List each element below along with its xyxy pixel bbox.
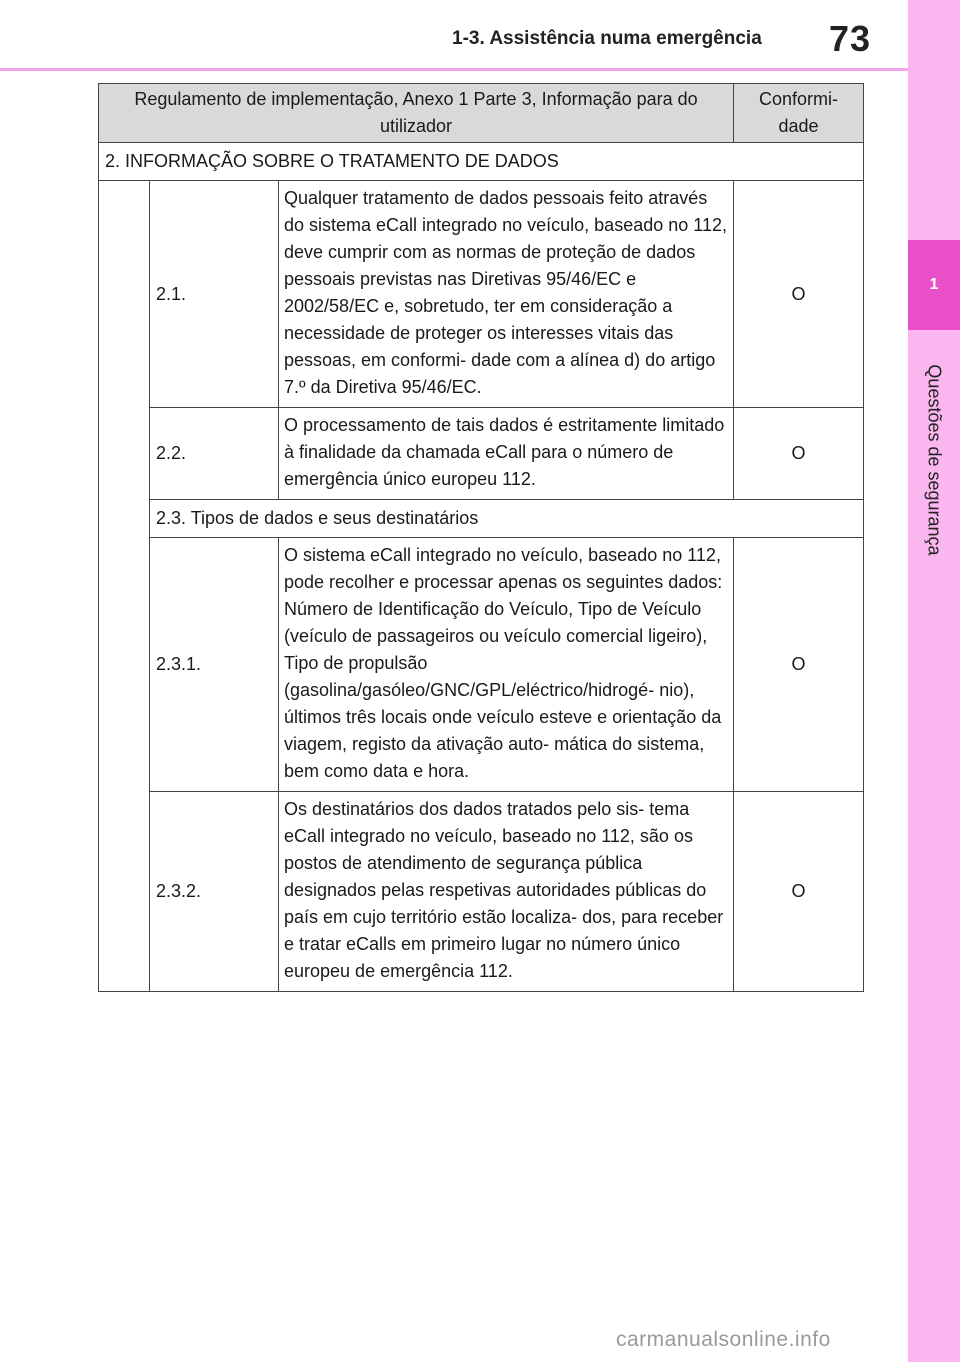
- item-text: O processamento de tais dados é estritamente limitado à finalidade da chamada eCall para o número de emergência único europeu 112.: [279, 408, 734, 500]
- item-text: O sistema eCall integrado no veículo, baseado no 112, pode recolher e processar apenas os seguintes dados: Número de Identificação do Veículo, Tipo de Veículo (veículo de passageiros ou veículo comercial ligeiro), Tipo de propulsão (gasolina/gasóleo/GNC/GPL/eléctrico/hidrogé- nio), últimos três locais onde veículo esteve e orientação da viagem, registo da ativação auto- mática do sistema, bem como data e hora.: [279, 538, 734, 792]
- table-header-row: [99, 84, 864, 143]
- item-number: 2.1.: [150, 181, 279, 408]
- table-row: [99, 408, 864, 500]
- table-row: [99, 181, 864, 408]
- section-heading: 2. INFORMAÇÃO SOBRE O TRATAMENTO DE DADOS: [99, 143, 864, 181]
- item-conformity: O: [734, 792, 864, 992]
- watermark: carmanualsonline.info: [616, 1328, 831, 1351]
- item-number: 2.3.2.: [150, 792, 279, 992]
- section-title: 1-3. Assistência numa emergência: [452, 28, 762, 49]
- item-conformity: O: [734, 181, 864, 408]
- chapter-tab: [908, 240, 960, 330]
- item-text: Os destinatários dos dados tratados pelo sis- tema eCall integrado no veículo, baseado no 112, são os postos de atendimento de segurança pública designados pelas respetivas autoridades públicas do país em cujo território estão localiza- dos, para receber e tratar eCalls em primeiro lugar no número único europeu de emergência 112.: [279, 792, 734, 992]
- item-text: Qualquer tratamento de dados pessoais feito através do sistema eCall integrado no veículo, baseado no 112, deve cumprir com as normas de proteção de dados pessoais previstas nas Diretivas 95/46/EC e 2002/58/EC e, sobretudo, ter em consideração a necessidade de proteger os interesses vitais das pessoas, em conformi- dade com a alínea d) do artigo 7.º da Diretiva 95/46/EC.: [279, 181, 734, 408]
- side-band: [908, 0, 960, 1362]
- header-main: Regulamento de implementação, Anexo 1 Parte 3, Informação para do utilizador: [99, 84, 734, 143]
- chapter-number: 1: [929, 276, 939, 293]
- table-row: [99, 538, 864, 792]
- subsection-heading: 2.3. Tipos de dados e seus destinatários: [150, 500, 864, 538]
- indent-cell: [99, 181, 150, 992]
- table-row: [99, 500, 864, 538]
- item-conformity: O: [734, 408, 864, 500]
- chapter-label: Questões de segurança: [924, 364, 945, 556]
- table-row: [99, 143, 864, 181]
- header-conformity: Conformi- dade: [734, 84, 864, 143]
- item-number: 2.3.1.: [150, 538, 279, 792]
- table-row: [99, 792, 864, 992]
- item-number: 2.2.: [150, 408, 279, 500]
- page-number: 73: [829, 18, 872, 59]
- item-conformity: O: [734, 538, 864, 792]
- regulation-table: [98, 83, 864, 992]
